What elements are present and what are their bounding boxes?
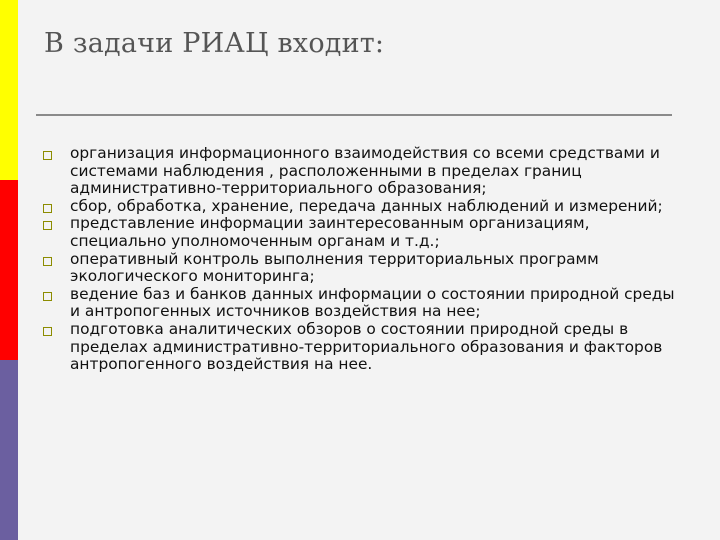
- slide-title: В задачи РИАЦ входит:: [44, 28, 385, 59]
- decorative-bar-red: [0, 180, 18, 360]
- list-item: [40, 215, 680, 250]
- square-bullet-icon: [43, 327, 52, 336]
- list-item: [40, 251, 680, 286]
- list-item-text: представление информации заинтересованным организациям, специально уполномоченным органам и т.д.;: [70, 214, 590, 250]
- title-divider: [36, 114, 672, 116]
- bullet-list: [40, 145, 680, 374]
- list-item-text: организация информационного взаимодействия со всеми средствами и системами наблюдения , расположенными в пределах границ административно-территориального образования;: [70, 144, 660, 198]
- list-item-text: подготовка аналитических обзоров о состоянии природной среды в пределах административно-территориального образования и факторов антропогенного воздействия на нее.: [70, 319, 663, 374]
- square-bullet-icon: [43, 257, 52, 266]
- decorative-bar-yellow: [0, 0, 18, 180]
- square-bullet-icon: [43, 221, 52, 230]
- decorative-bar-purple: [0, 360, 18, 540]
- list-item: [40, 286, 680, 321]
- square-bullet-icon: [43, 292, 52, 301]
- list-item-text: ведение баз и банков данных информации о состоянии природной среды и антропогенных источников воздействия на нее;: [70, 284, 675, 321]
- list-item-text: сбор, обработка, хранение, передача данных наблюдений и измерений;: [70, 196, 663, 215]
- list-item: [40, 198, 680, 216]
- square-bullet-icon: [43, 204, 52, 213]
- list-item-text: оперативный контроль выполнения территориальных программ экологического мониторинга;: [70, 249, 599, 286]
- list-item: [40, 145, 680, 198]
- square-bullet-icon: [43, 151, 52, 160]
- list-item: [40, 321, 680, 374]
